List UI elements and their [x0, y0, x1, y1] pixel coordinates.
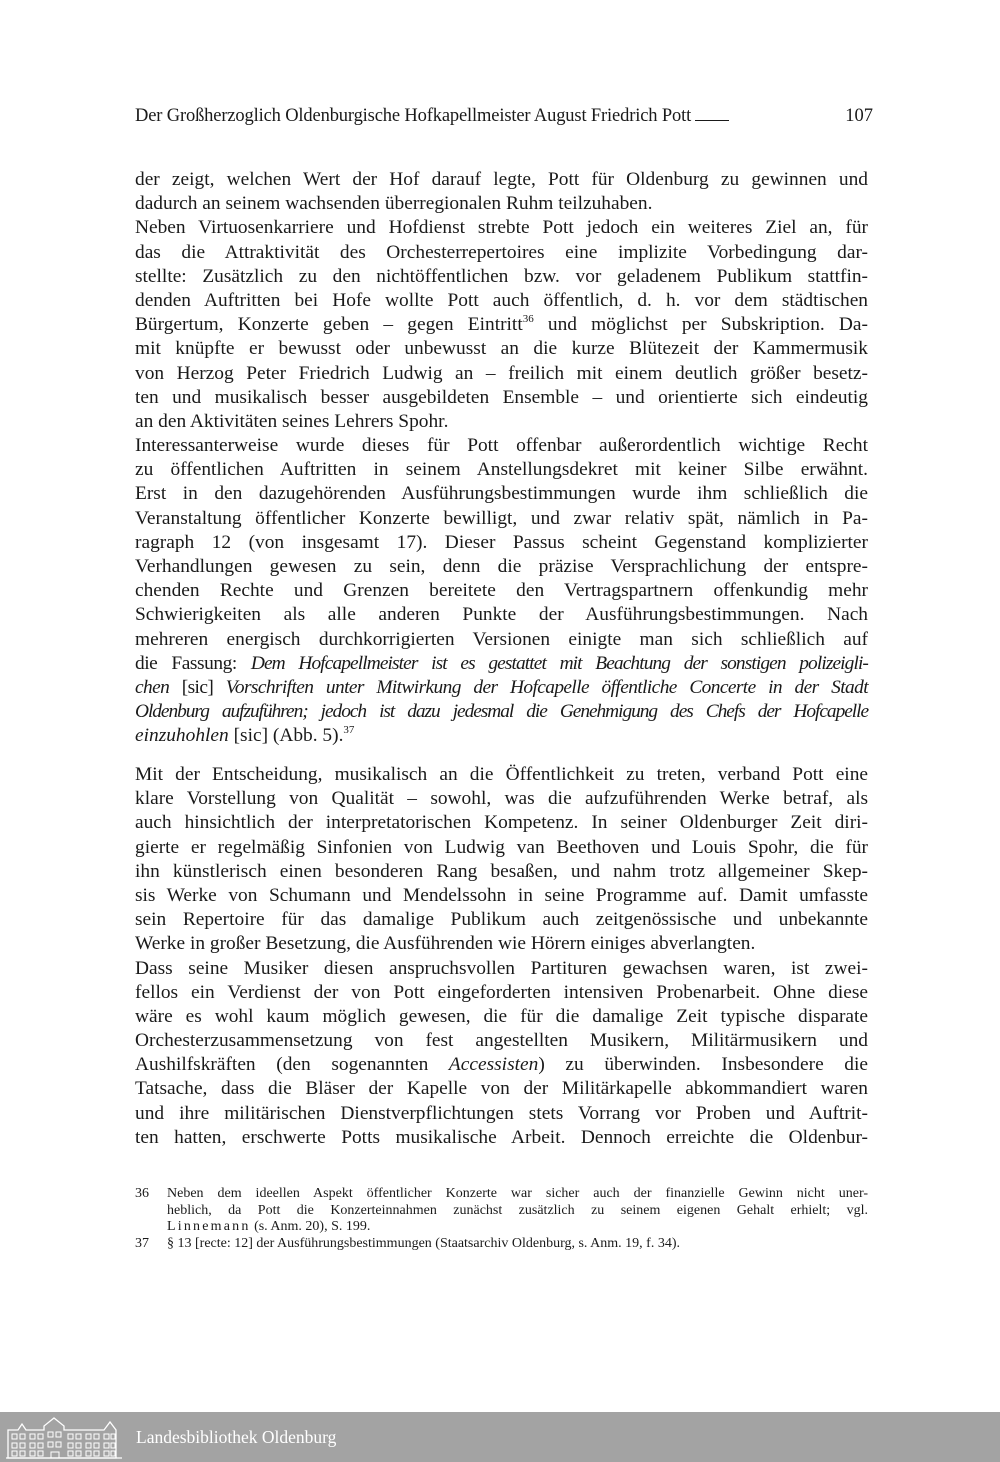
- text-line: und ihre militärischen Dienstverpflichtungen stets Vorrang vor Proben und Auftrit-: [135, 1102, 868, 1124]
- sic-marker: [sic]: [169, 676, 226, 698]
- text-line: Erst in den dazugehörenden Ausführungsbestimmungen wurde ihm schließlich die: [135, 483, 868, 505]
- page-number: 107: [845, 106, 873, 126]
- text-span: die Fassung:: [135, 652, 251, 674]
- quotation-italic: Vorschriften unter Mitwirkung der Hofcapelle öffentliche Concerte in der Stadt: [225, 676, 869, 698]
- text-line: fellos ein Verdienst der von Pott eingeforderten intensiven Probenarbeit. Ohne diese: [135, 981, 868, 1003]
- quotation-italic: Dem Hofcapellmeister ist es gestattet mit Beachtung der sonstigen polizeigli-: [250, 652, 868, 674]
- text-line: [135, 313, 868, 337]
- text-line: der zeigt, welchen Wert der Hof darauf legte, Pott für Oldenburg zu gewinnen und: [135, 169, 868, 190]
- footnote-line: § 13 [recte: 12] der Ausführungsbestimmungen (Staatsarchiv Oldenburg, s. Anm. 19, f. 34).: [167, 1235, 680, 1251]
- text-span: [sic] (Abb. 5).: [228, 725, 344, 747]
- footnotes: [135, 1186, 868, 1252]
- text-line: sein Repertoire für das damalige Publikum auch zeitgenössische und unbekannte: [135, 909, 868, 931]
- footnote-line: Neben dem ideellen Aspekt öffentlicher Konzerte war sicher auch der finanzielle Gewinn nicht uner-: [167, 1186, 868, 1201]
- text-line: von Herzog Peter Friedrich Ludwig an – freilich mit einem deutlich größer besetz-: [135, 362, 868, 384]
- library-name: Landesbibliothek Oldenburg: [136, 1426, 337, 1447]
- text-line: [135, 652, 868, 676]
- text-line: [135, 724, 868, 748]
- text-line: chenden Rechte und Grenzen bereitete den Vertragspartnern offenkundig mehr: [135, 580, 868, 602]
- text-line: stellte: Zusätzlich zu den nichtöffentlichen bzw. vor geladenem Publikum stattfin-: [135, 265, 868, 287]
- text-span: und möglichst per Subskription. Da-: [533, 314, 869, 336]
- quotation-italic: Oldenburg aufzuführen; jedoch ist dazu jedesmal die Genehmigung des Chefs der Hofcapelle: [135, 701, 868, 723]
- footnote-line: heblich, da Pott die Konzerteinnahmen zunächst zusätzlich zu seinem eigenen Gehalt erhielt; vgl.: [167, 1202, 868, 1218]
- text-line: mehreren energisch durchkorrigierten Versionen einigte man sich schließlich auf: [135, 628, 868, 650]
- library-building-icon: [4, 1414, 124, 1460]
- running-head: [135, 104, 873, 128]
- text-line: Dass seine Musiker diesen anspruchsvollen Partituren gewachsen waren, ist zwei-: [135, 957, 868, 979]
- text-line: mit knüpfte er bewusst oder unbewusst an die kurze Blütezeit der Kammermusik: [135, 338, 868, 360]
- text-line: ten und musikalisch besser ausgebildeten Ensemble – und orientierte sich eindeutig: [135, 386, 868, 408]
- text-span: Aushilfskräften (den sogenannten: [135, 1054, 449, 1076]
- footnote-line: [167, 1219, 868, 1236]
- footnote-number: 36: [135, 1186, 149, 1201]
- text-line: denden Auftritten bei Hofe wollte Pott auch öffentlich, d. h. vor dem städtischen: [135, 289, 868, 311]
- text-line: zu öffentlichen Auftritten in seinem Anstellungsdekret mit keiner Silbe erwähnt.: [135, 459, 868, 481]
- text-line: Neben Virtuosenkarriere und Hofdienst strebte Pott jedoch ein weiteres Ziel an, für: [135, 217, 868, 239]
- quotation-italic: einzuhohlen: [135, 725, 229, 747]
- library-footer-bar: [0, 1412, 1000, 1462]
- text-line: klare Vorstellung von Qualität – sowohl, was die aufzuführenden Werke betraf, als: [135, 788, 868, 810]
- text-line: ihn künstlerisch einen besonderen Rang besaßen, und nahm trotz allgemeiner Skep-: [135, 860, 868, 882]
- text-line: Mit der Entscheidung, musikalisch an die Öffentlichkeit zu treten, verband Pott eine: [135, 764, 868, 785]
- term-italic: Accessisten: [448, 1054, 539, 1076]
- text-line: auch hinsichtlich der interpretatorischen Kompetenz. In seiner Oldenburger Zeit diri-: [135, 812, 868, 834]
- running-head-title: Der Großherzoglich Oldenburgische Hofkapellmeister August Friedrich Pott: [135, 106, 692, 126]
- footnote-37: [135, 1236, 868, 1253]
- text-line: das die Attraktivität des Orchesterrepertoires eine implizite Vorbedingung dar-: [135, 241, 868, 263]
- footnote-ref-37[interactable]: 37: [343, 724, 355, 737]
- text-line: Werke in großer Besetzung, die Ausführenden wie Hörern einiges abverlangten.: [135, 933, 756, 955]
- text-line: Schwierigkeiten als alle anderen Punkte der Ausführungsbestimmungen. Nach: [135, 604, 868, 626]
- text-line: ragraph 12 (von insgesamt 17). Dieser Passus scheint Gegenstand komplizierter: [135, 531, 868, 553]
- body-text-section-2: [135, 763, 868, 1150]
- text-line: Verhandlungen gewesen zu sein, denn die präzise Versprachlichung der entspre-: [135, 556, 868, 577]
- author-name: Linnemann: [167, 1219, 251, 1235]
- text-line: sis Werke von Schumann und Mendelssohn in seine Programme auf. Damit umfasste: [135, 884, 868, 906]
- footnote-36: [135, 1186, 868, 1236]
- text-line: [135, 676, 868, 700]
- text-span: (s. Anm. 20), S. 199.: [250, 1219, 371, 1235]
- text-line: [135, 1053, 868, 1077]
- body-text-section-1: [135, 168, 868, 749]
- text-line: gierte er regelmäßig Sinfonien von Ludwig van Beethoven und Louis Spohr, die für: [135, 836, 868, 858]
- text-span: Bürgertum, Konzerte geben – gegen Eintritt: [135, 314, 523, 336]
- text-line: wäre es wohl kaum möglich gewesen, die für die damalige Zeit typische disparate: [135, 1005, 868, 1027]
- quotation-italic: chen: [135, 676, 170, 698]
- footnote-ref-36[interactable]: 36: [522, 313, 534, 326]
- text-line: dadurch an seinem wachsenden überregionalen Ruhm teilzuhaben.: [135, 193, 653, 215]
- footnote-number: 37: [135, 1235, 149, 1251]
- text-line: Tatsache, dass die Bläser der Kapelle von der Militärkapelle abkommandiert waren: [135, 1078, 868, 1100]
- text-line: ten hatten, erschwerte Potts musikalische Arbeit. Dennoch erreichte die Oldenbur-: [135, 1126, 868, 1148]
- text-line: [135, 700, 868, 724]
- text-line: Veranstaltung öffentlicher Konzerte bewilligt, und zwar relativ spät, nämlich in Pa-: [135, 507, 868, 529]
- text-line: Interessanterweise wurde dieses für Pott offenbar außerordentlich wichtige Recht: [135, 435, 868, 457]
- text-line: Orchesterzusammensetzung von fest angestellten Musikern, Militärmusikern und: [135, 1030, 868, 1052]
- running-head-rule: [695, 120, 729, 121]
- text-line: an den Aktivitäten seines Lehrers Spohr.: [135, 410, 449, 432]
- text-span: ) zu überwinden. Insbesondere die: [538, 1054, 868, 1076]
